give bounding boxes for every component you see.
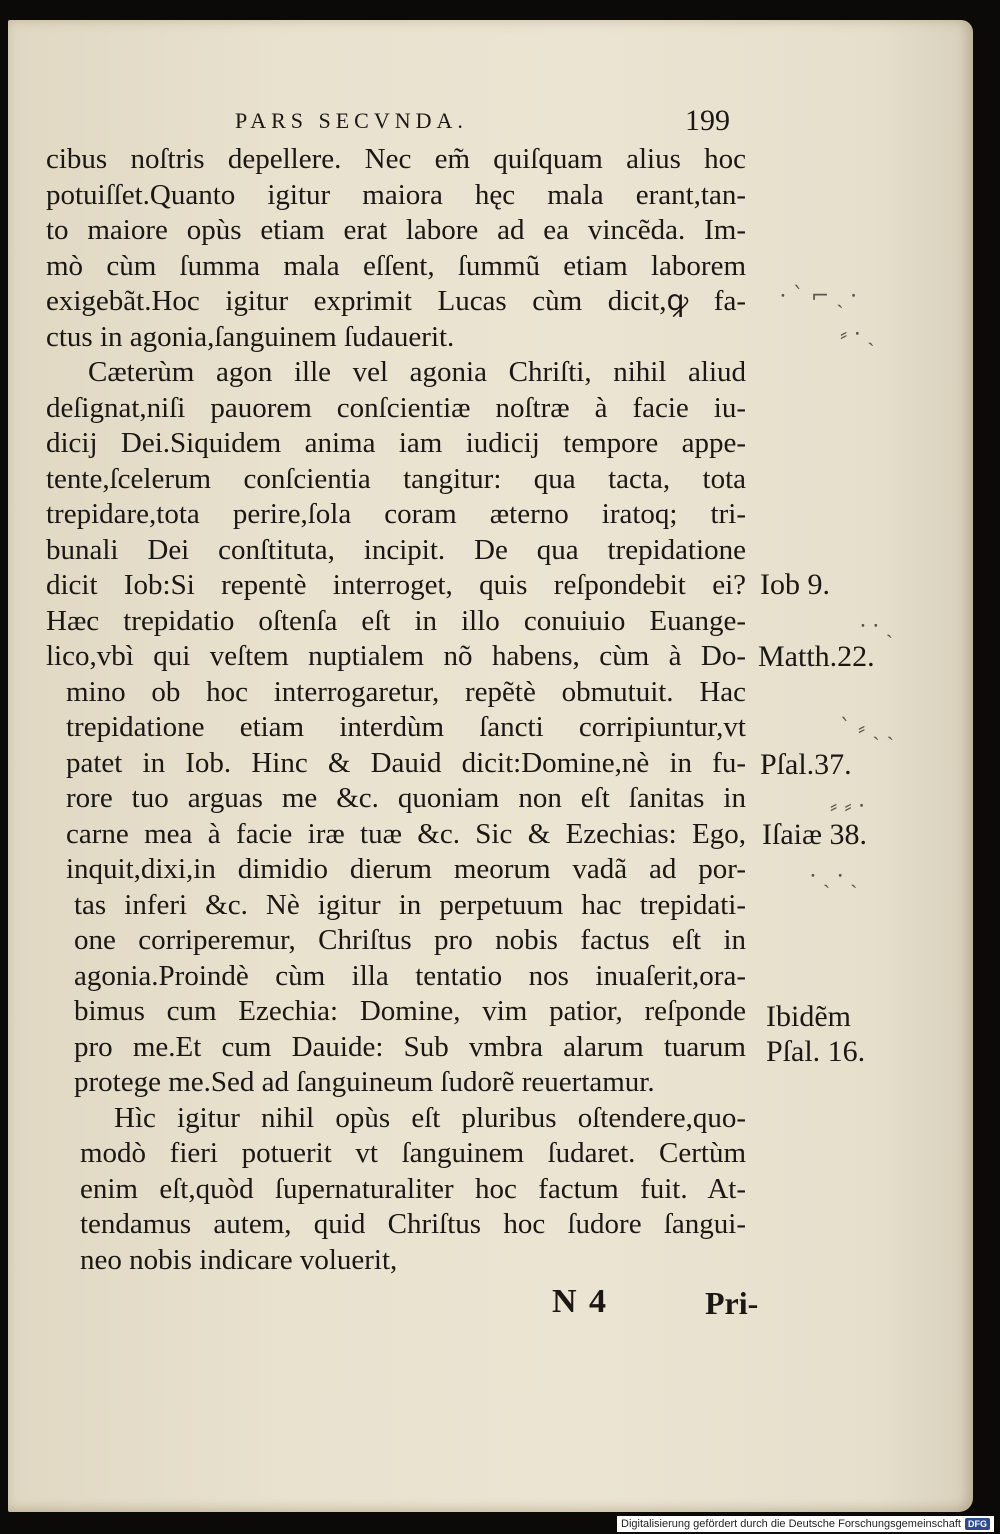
margin-note: Pſal. 16. <box>766 1035 866 1068</box>
digitization-credit <box>617 1516 994 1532</box>
text-line: one corriperemur, Chriſtus pro nobis factus eſt in <box>74 924 746 956</box>
paragraph-1 <box>46 142 746 355</box>
text-line: dicit Iob:Si repentè interroget, quis reſpondebit ei? <box>46 569 746 601</box>
pen-mark-icon: ⸱ ˎ ⸱ ˎ <box>810 864 858 889</box>
text-line: rore tuo arguas me &c. quoniam non eſt ſanitas in <box>66 782 746 814</box>
text-line: mò cùm ſumma mala eſſent, ſummũ etiam laborem <box>46 249 746 282</box>
text-line: bimus cum Ezechia: Domine, vim patior, reſponde <box>74 995 746 1027</box>
margin-note: Pſal.37. <box>760 748 852 781</box>
text-line: enim eſt,quòd ſupernaturaliter hoc factum fuit. At- <box>80 1172 746 1205</box>
text-line: tas inferi &c. Nè igitur in perpetuum hac trepidati- <box>74 888 746 921</box>
main-text <box>46 142 746 1278</box>
text-line: Cæterùm agon ille vel agonia Chriſti, nihil aliud <box>88 356 746 388</box>
pen-mark-icon: ⸱ ⸱ ˎ <box>860 614 894 639</box>
text-line: lico,vbì qui veſtem nuptialem nõ habens, cùm à Do- <box>46 640 746 672</box>
text-line: inquit,dixi,in dimidio dierum meorum vadã ad por- <box>66 853 746 885</box>
page-header <box>235 104 730 138</box>
paragraph-2 <box>46 355 746 1101</box>
running-title: PARS SECVNDA. <box>235 108 468 133</box>
text-line: tente,ſcelerum conſcientia tangitur: qua tacta, tota <box>46 462 746 495</box>
text-line: exigebãt.Hoc igitur exprimit Lucas cùm dicit,ꝙ fa- <box>46 285 746 317</box>
signature-mark: N 4 <box>552 1283 609 1320</box>
text-line: mino ob hoc interrogaretur, repẽtè obmutuit. Hac <box>66 675 746 708</box>
pen-mark-icon: ⸱ ˋ ⌐ ˎ ⸱ <box>780 284 857 309</box>
margin-note: Iſaiæ 38. <box>762 818 867 851</box>
pen-mark-icon: ⸗ ⸱ ˎ <box>840 322 875 347</box>
text-line: modò fieri potuerit vt ſanguinem ſudaret. Certùm <box>80 1137 746 1169</box>
text-line: to maiore opùs etiam erat labore ad ea vincẽda. Im- <box>46 214 746 246</box>
text-line: carne mea à facie iræ tuæ &c. Sic & Ezechias: Ego, <box>66 817 746 850</box>
margin-note: Matth.22. <box>758 640 875 673</box>
text-line: Hìc igitur nihil opùs eſt pluribus oſtendere,quo- <box>114 1101 746 1134</box>
text-line: trepidatione etiam interdùm ſancti corripiuntur,vt <box>66 711 746 743</box>
text-line: protege me.Sed ad ſanguineum ſudorẽ reuertamur. <box>74 1066 655 1098</box>
text-line: tendamus autem, quid Chriſtus hoc ſudore ſangui- <box>80 1208 746 1240</box>
text-line: potuiſſet.Quanto igitur maiora hęc mala erant,tan- <box>46 178 746 211</box>
text-line: dicij Dei.Siquidem anima iam iudicij tempore appe- <box>46 427 746 459</box>
margin-note: Ibidẽm <box>766 1000 851 1033</box>
text-line: Hæc trepidatio oſtenſa eſt in illo conuiuio Euange- <box>46 604 746 637</box>
text-line: pro me.Et cum Dauide: Sub vmbra alarum tuarum <box>74 1030 746 1063</box>
margin-note: Iob 9. <box>760 568 830 601</box>
text-line: deſignat,niſi pauorem conſcientiæ noſtræ à facie iu- <box>46 391 746 424</box>
text-line: cibus noſtris depellere. Nec em̃ quiſquam alius hoc <box>46 143 746 175</box>
catchword: Pri- <box>705 1285 759 1321</box>
text-line: bunali Dei conſtituta, incipit. De qua trepidatione <box>46 533 746 566</box>
text-line: neo nobis indicare voluerit, <box>80 1243 398 1276</box>
dfg-logo-icon: DFG <box>965 1518 990 1530</box>
pen-mark-icon: ⸗ ⸗ ⸱ <box>830 794 865 819</box>
pen-mark-icon: ˋ ⸗ ˎ ˎ <box>840 716 894 741</box>
paragraph-3 <box>46 1101 746 1279</box>
text-line: agonia.Proindè cùm illa tentatio nos inuaſerit,ora- <box>74 959 746 992</box>
credit-text: Digitalisierung gefördert durch die Deutsche Forschungsgemeinschaft <box>621 1518 961 1530</box>
text-line: patet in Iob. Hinc & Dauid dicit:Domine,nè in fu- <box>66 746 746 779</box>
text-line: trepidare,tota perire,ſola coram æterno iratoq; tri- <box>46 498 746 530</box>
text-line: ctus in agonia,ſanguinem ſudauerit. <box>46 320 455 353</box>
page-number: 199 <box>685 104 730 137</box>
